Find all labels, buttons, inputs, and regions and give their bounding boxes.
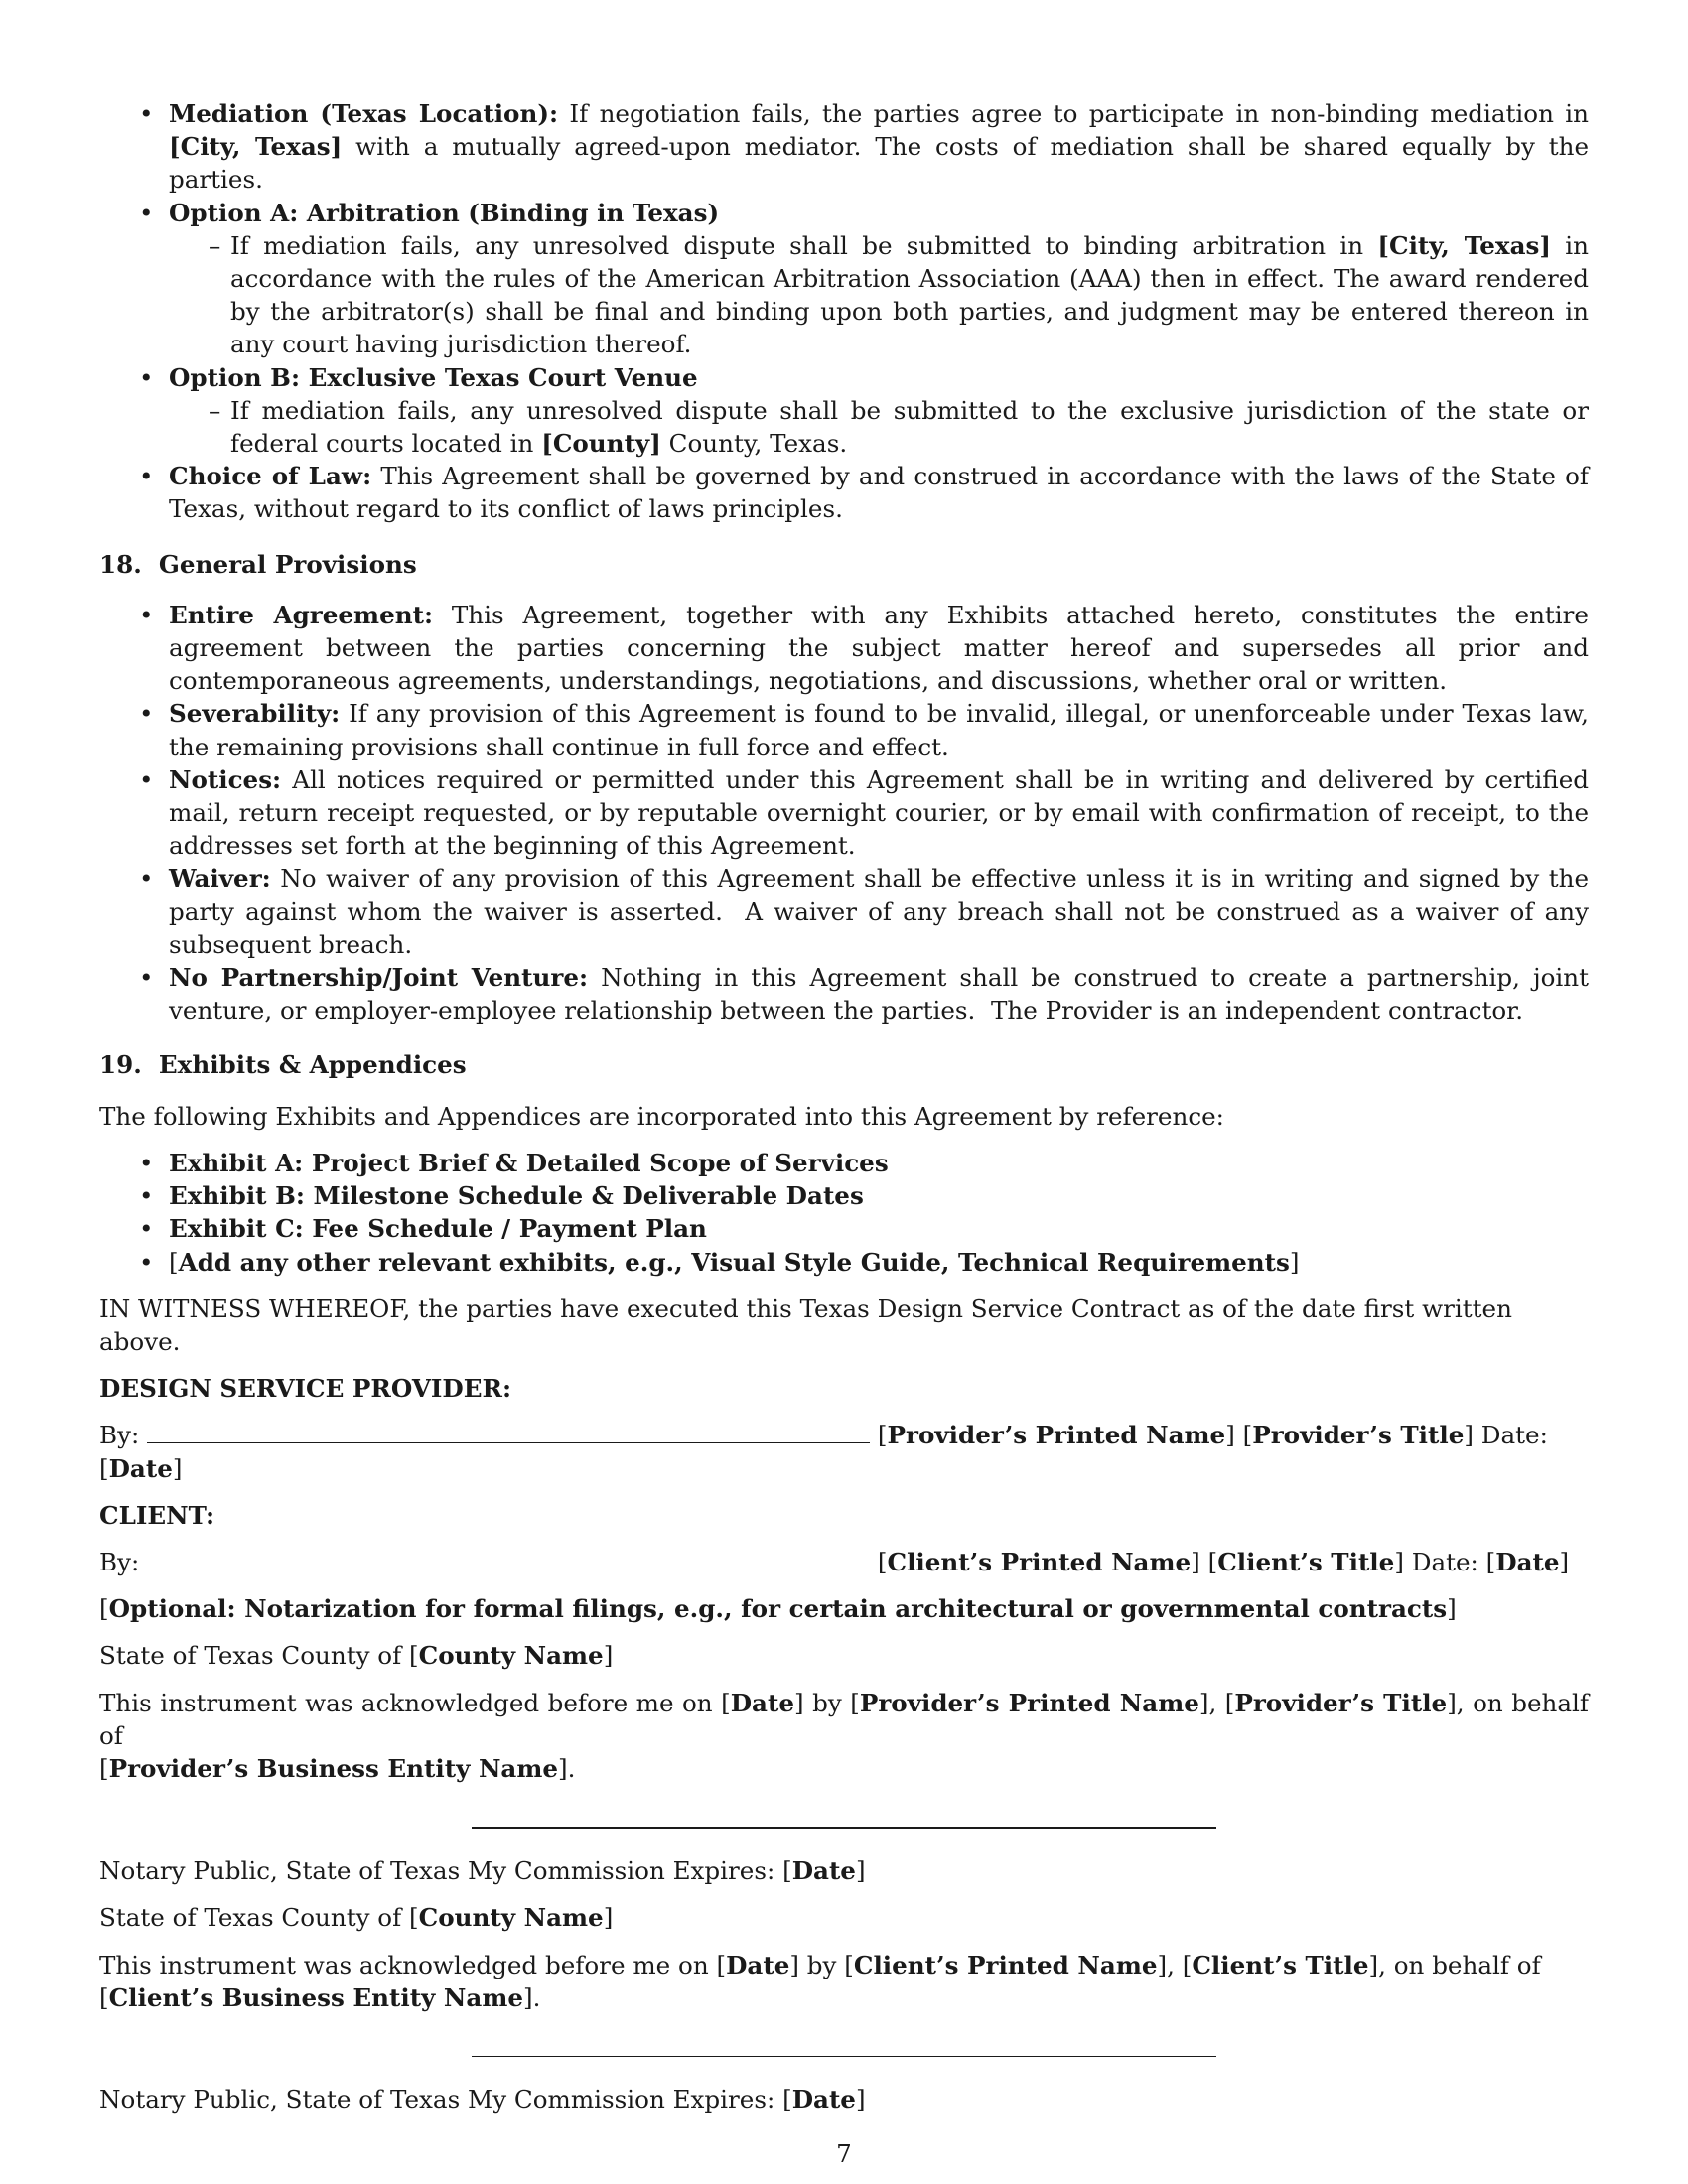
option-a-text: If mediation fails, any unresolved dispute shall be submitted to binding arbitration in <box>230 230 1378 260</box>
ack-provider-name: Provider’s Printed Name <box>859 1688 1199 1717</box>
county-name-placeholder: County Name <box>418 1641 604 1671</box>
section-18-heading: 18. General Provisions <box>99 549 417 579</box>
ack-client-name: Client’s Printed Name <box>853 1950 1158 1979</box>
provider-state-county: State of Texas County of [County Name] <box>99 1641 614 1671</box>
provision-label: Severability: <box>169 699 341 729</box>
choice-of-law-label: Choice of Law: <box>169 462 372 491</box>
dispute-resolution-list <box>99 97 1589 526</box>
ack-date-placeholder: Date <box>726 1950 790 1979</box>
provision-text: If any provision of this Agreement is found to be invalid, illegal, or unenforceable under Texas law, the remaining provisions shall continue in full force and effect. <box>169 699 1589 761</box>
list-item <box>99 961 1597 1026</box>
client-title-placeholder: Client’s Title <box>1217 1547 1395 1576</box>
provision-label: No Partnership/Joint Venture: <box>169 963 589 993</box>
list-item <box>99 1147 1589 1179</box>
provider-name-placeholder: Provider’s Printed Name <box>887 1421 1226 1450</box>
option-a-detail <box>169 229 1589 361</box>
exhibit-label: Exhibit A: Project Brief & Detailed Scope of Services <box>169 1148 889 1177</box>
ack-provider-title: Provider’s Title <box>1234 1688 1448 1717</box>
provision-text: No waiver of any provision of this Agreement shall be effective unless it is in writing and signed by the party against whom the waiver is asserted. A waiver of any breach shall not be construed as a waiver of any subsequent breach. <box>169 864 1597 959</box>
client-signature-line: By: [Client’s Printed Name] [Client’s Title] Date: [Date] <box>99 1547 1570 1576</box>
list-item <box>99 1212 1589 1245</box>
provision-label: Entire Agreement: <box>169 600 434 629</box>
provision-text: All notices required or permitted under this Agreement shall be in writing and delivered by certified mail, return receipt requested, or by reputable overnight courier, or by email with confirmation of receipt, to the addresses set forth at the beginning of this Agreement. <box>169 764 1589 861</box>
mediation-text: If negotiation fails, the parties agree to participate in non-binding mediation in <box>558 99 1589 128</box>
ack-by: by <box>798 1950 845 1979</box>
client-acknowledgment: This instrument was acknowledged before me on [Date] by [Client’s Printed Name], [Client’s Title], on behalf of [Client’s Business Entity Name]. <box>99 1950 1541 2012</box>
exhibit-label: Exhibit B: Milestone Schedule & Deliverable Dates <box>169 1181 864 1211</box>
mediation-label: Mediation (Texas Location): <box>169 99 559 128</box>
document-page <box>99 97 1597 2116</box>
client-notary-commission: Notary Public, State of Texas My Commission Expires: [Date] <box>99 2084 866 2114</box>
option-b-text: If mediation fails, any unresolved dispute shall be submitted to the exclusive jurisdiction of the state or federal courts located in <box>230 395 1589 459</box>
by-label: By: <box>99 1421 140 1450</box>
option-a-label: Option A: Arbitration (Binding in Texas) <box>169 198 720 227</box>
client-date-placeholder: Date <box>1495 1547 1560 1576</box>
ack-client-title: Client’s Title <box>1192 1950 1369 1979</box>
choice-of-law-text: This Agreement shall be governed by and construed in accordance with the laws of the State of Texas, without regard to its conflict of laws principles. <box>169 462 1589 524</box>
provision-text: Nothing in this Agreement shall be construed to create a partnership, joint venture, or employer-employee relationship between the parties. The Provider is an independent contractor. <box>169 963 1597 1025</box>
date-label: Date: <box>1411 1547 1478 1576</box>
section-19-heading: 19. Exhibits & Appendices <box>99 1050 467 1080</box>
other-exhibits-placeholder: Add any other relevant exhibits, e.g., Visual Style Guide, Technical Requirements <box>178 1247 1290 1277</box>
option-b-label: Option B: Exclusive Texas Court Venue <box>169 362 698 392</box>
exhibits-list <box>99 1147 1589 1279</box>
date-label: Date: <box>1480 1421 1548 1450</box>
provider-notary-commission: Notary Public, State of Texas My Commission Expires: [Date] <box>99 1856 866 1886</box>
ack-by: by <box>803 1688 851 1717</box>
provider-date-placeholder: Date <box>108 1453 173 1483</box>
provider-acknowledgment: This instrument was acknowledged before me on [Date] by [Provider’s Printed Name], [Provider’s Title], on behalf of [Provider’s Business Entity Name]. <box>99 1688 1589 1783</box>
provider-signature-field[interactable] <box>147 1421 870 1443</box>
notarization-optional: Optional: Notarization for formal filings, e.g., for certain architectural or governmental contracts <box>108 1594 1448 1624</box>
provider-title-placeholder: Provider’s Title <box>1252 1421 1465 1450</box>
ack-provider-entity: Provider’s Business Entity Name <box>108 1753 559 1783</box>
commission-date-placeholder: Date <box>791 1856 856 1886</box>
option-b-item <box>99 361 1589 461</box>
provision-label: Notices: <box>169 764 282 794</box>
witness-clause: IN WITNESS WHEREOF, the parties have executed this Texas Design Service Contract as of the date first written above. <box>99 1294 1512 1356</box>
page-number: 7 <box>836 2139 852 2168</box>
list-item <box>99 697 1589 762</box>
option-a-place: [City, Texas] <box>1377 230 1551 260</box>
option-b-text-cont: County, Texas. <box>660 429 848 459</box>
commission-text: Notary Public, State of Texas My Commission Expires: <box>99 1856 783 1886</box>
commission-text: Notary Public, State of Texas My Commission Expires: <box>99 2084 783 2114</box>
list-item <box>99 1179 1589 1212</box>
general-provisions-list <box>99 599 1597 1027</box>
client-name-placeholder: Client’s Printed Name <box>887 1547 1192 1576</box>
client-signature-field[interactable] <box>147 1548 870 1570</box>
provision-text: This Agreement, together with any Exhibits attached hereto, constitutes the entire agreement between the parties concerning the subject matter hereof and supersedes all prior and contemporaneous agreements, understandings, negotiations, and discussions, whether oral or written. <box>169 600 1589 696</box>
notarization-note: [Optional: Notarization for formal filings, e.g., for certain architectural or governmental contracts] <box>99 1594 1457 1624</box>
county-name-placeholder: County Name <box>418 1903 604 1933</box>
option-b-detail <box>169 394 1589 460</box>
provider-signature-heading: DESIGN SERVICE PROVIDER: <box>99 1374 512 1404</box>
mediation-item <box>99 97 1589 197</box>
provision-label: Waiver: <box>169 864 271 893</box>
list-item <box>99 862 1597 961</box>
provider-signature-line: By: [Provider’s Printed Name] [Provider’s Title] Date: [Date] <box>99 1421 1548 1483</box>
list-item <box>99 599 1589 698</box>
exhibit-label: Exhibit C: Fee Schedule / Payment Plan <box>169 1214 707 1244</box>
state-county-text: State of Texas County of <box>99 1903 410 1933</box>
ack-text: This instrument was acknowledged before me on <box>99 1688 722 1717</box>
commission-date-placeholder: Date <box>791 2084 856 2114</box>
mediation-text-cont: with a mutually agreed-upon mediator. The costs of mediation shall be shared equally by the parties. <box>169 132 1590 195</box>
state-county-text: State of Texas County of <box>99 1641 410 1671</box>
client-state-county: State of Texas County of [County Name] <box>99 1903 614 1933</box>
option-a-item <box>99 197 1589 361</box>
ack-text: This instrument was acknowledged before me on <box>99 1950 717 1979</box>
choice-of-law-item <box>99 460 1589 525</box>
ack-behalf: , on behalf of <box>1378 1950 1541 1979</box>
by-label: By: <box>99 1547 140 1576</box>
client-signature-heading: CLIENT: <box>99 1500 215 1530</box>
option-b-place: [County] <box>541 429 661 459</box>
ack-client-entity: Client’s Business Entity Name <box>108 1982 523 2012</box>
list-item: • [Add any other relevant exhibits, e.g., Visual Style Guide, Technical Requirements] <box>99 1246 1589 1279</box>
ack-date-placeholder: Date <box>730 1688 795 1717</box>
list-item <box>99 763 1589 863</box>
option-a-text-cont: in accordance with the rules of the American Arbitration Association (AAA) then in effect. The award rendered by the arbitrator(s) shall be final and binding upon both parties, and judgment may be entered thereon in any court having jurisdiction thereof. <box>230 230 1589 359</box>
exhibits-intro: The following Exhibits and Appendices are incorporated into this Agreement by reference: <box>99 1101 1224 1131</box>
mediation-place: [City, Texas] <box>169 132 343 162</box>
ack-behalf: , on behalf of <box>99 1688 1589 1750</box>
